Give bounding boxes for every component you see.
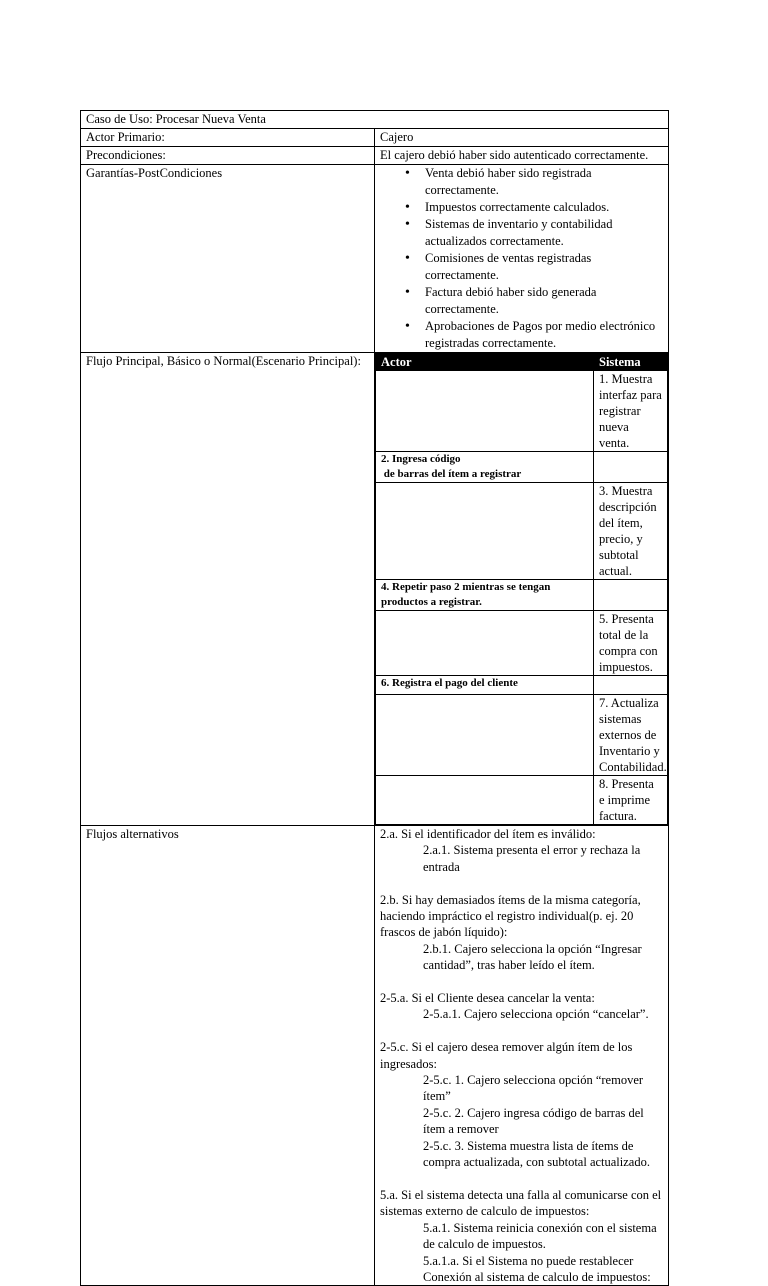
alt-2b1: 2.b.1. Cajero selecciona la opción “Ingresar cantidad”, tras haber leído el ítem. (423, 941, 642, 973)
actor-step-2-line1: 2. Ingresa código (381, 453, 461, 465)
actor-step-empty (376, 371, 594, 452)
actor-step-empty (376, 695, 594, 776)
alt-25c1: 2-5.c. 1. Cajero selecciona opción “remover ítem” (423, 1073, 644, 1104)
alt-2a1: 2.a.1. Sistema presenta el error y rechaza la entrada (423, 843, 641, 874)
actor-step-empty (376, 483, 594, 580)
table-row (376, 371, 668, 452)
system-step-1: 1. Muestra interfaz para registrar nueva venta. (594, 371, 668, 452)
alt-5a: 5.a. Si el sistema detecta una falla al comunicarse con el sistemas externo de calculo de impuestos: (380, 1187, 662, 1219)
table-row (376, 452, 668, 483)
alt-25a1: 2-5.a.1. Cajero selecciona opción “cancelar”. (423, 1007, 649, 1022)
actor-step-4: 4. Repetir paso 2 mientras se tengan productos a registrar. (376, 580, 594, 611)
alt-5a1a: 5.a.1.a. Si el Sistema no puede restablecer Conexión al sistema de calculo de impuestos: (423, 1253, 651, 1284)
actor-row (81, 129, 669, 147)
alt-2b: 2.b. Si hay demasiados ítems de la misma categoría, haciendo impráctico el registro individual(p. ej. 20 frascos de jabón líquido): (380, 892, 641, 940)
actor-step-2-line2: de barras del ítem a registrar (381, 468, 522, 480)
table-row (376, 483, 668, 580)
actor-step-6: 6. Registra el pago del cliente (376, 676, 594, 695)
actor-label: Actor Primario: (81, 129, 375, 147)
table-row (376, 611, 668, 676)
col-actor-header: Actor (376, 354, 594, 371)
list-item: • Impuestos correctamente calculados. (425, 199, 663, 216)
list-item: • Aprobaciones de Pagos por medio electrónico registradas correctamente. (425, 318, 663, 352)
alt-5a1: 5.a.1. Sistema reinicia conexión con el sistema de calculo de impuestos. (423, 1220, 657, 1252)
list-item: • Factura debió haber sido generada correctamente. (425, 284, 663, 318)
system-step-8: 8. Presenta e imprime factura. (594, 776, 668, 825)
preconditions-label: Precondiciones: (81, 147, 375, 165)
alt-2a: 2.a. Si el identificador del ítem es inválido: (380, 827, 596, 841)
preconditions-row (81, 147, 669, 165)
col-system-header: Sistema (594, 354, 668, 371)
actor-step-empty (376, 776, 594, 825)
alt-25c: 2-5.c. Si el cajero desea remover algún ítem de los ingresados: (380, 1040, 633, 1071)
table-row (376, 776, 668, 825)
flow-header-row (376, 354, 668, 371)
alt-flows-cell (375, 826, 669, 1286)
preconditions-value: El cajero debió haber sido autenticado correctamente. (375, 147, 669, 165)
actor-step-2 (376, 452, 594, 483)
guarantees-cell (375, 165, 669, 353)
use-case-title: Caso de Uso: Procesar Nueva Venta (81, 111, 669, 129)
guarantees-row (81, 165, 669, 353)
actor-step-empty (376, 611, 594, 676)
list-item: • Comisiones de ventas registradas correctamente. (425, 250, 663, 284)
system-step-5: 5. Presenta total de la compra con impuestos. (594, 611, 668, 676)
use-case-table (80, 110, 669, 1286)
system-step-empty (594, 580, 668, 611)
table-row (376, 580, 668, 611)
alt-25a: 2-5.a. Si el Cliente desea cancelar la venta: (380, 991, 595, 1006)
alt-flows-label: Flujos alternativos (81, 826, 375, 1286)
table-row (376, 695, 668, 776)
table-row (376, 676, 668, 695)
title-row (81, 111, 669, 129)
list-item: • Sistemas de inventario y contabilidad actualizados correctamente. (425, 216, 663, 250)
alt-25c3: 2-5.c. 3. Sistema muestra lista de ítems de compra actualizada, con subtotal actualizado. (423, 1138, 650, 1170)
guarantees-list (380, 165, 663, 352)
system-step-7: 7. Actualiza sistemas externos de Inventario y Contabilidad. (594, 695, 668, 776)
system-step-3: 3. Muestra descripción del ítem, precio, y subtotal actual. (594, 483, 668, 580)
system-step-empty (594, 452, 668, 483)
alt-flows-row (81, 826, 669, 1286)
main-flow-table (375, 353, 668, 825)
actor-value: Cajero (375, 129, 669, 147)
main-flow-row (81, 353, 669, 826)
alt-25c2: 2-5.c. 2. Cajero ingresa código de barras del ítem a remover (423, 1105, 644, 1137)
system-step-empty (594, 676, 668, 695)
main-flow-cell (375, 353, 669, 826)
list-item: • Venta debió haber sido registrada correctamente. (425, 165, 663, 199)
guarantees-label: Garantías-PostCondiciones (81, 165, 375, 353)
main-flow-label: Flujo Principal, Básico o Normal(Escenario Principal): (81, 353, 375, 826)
